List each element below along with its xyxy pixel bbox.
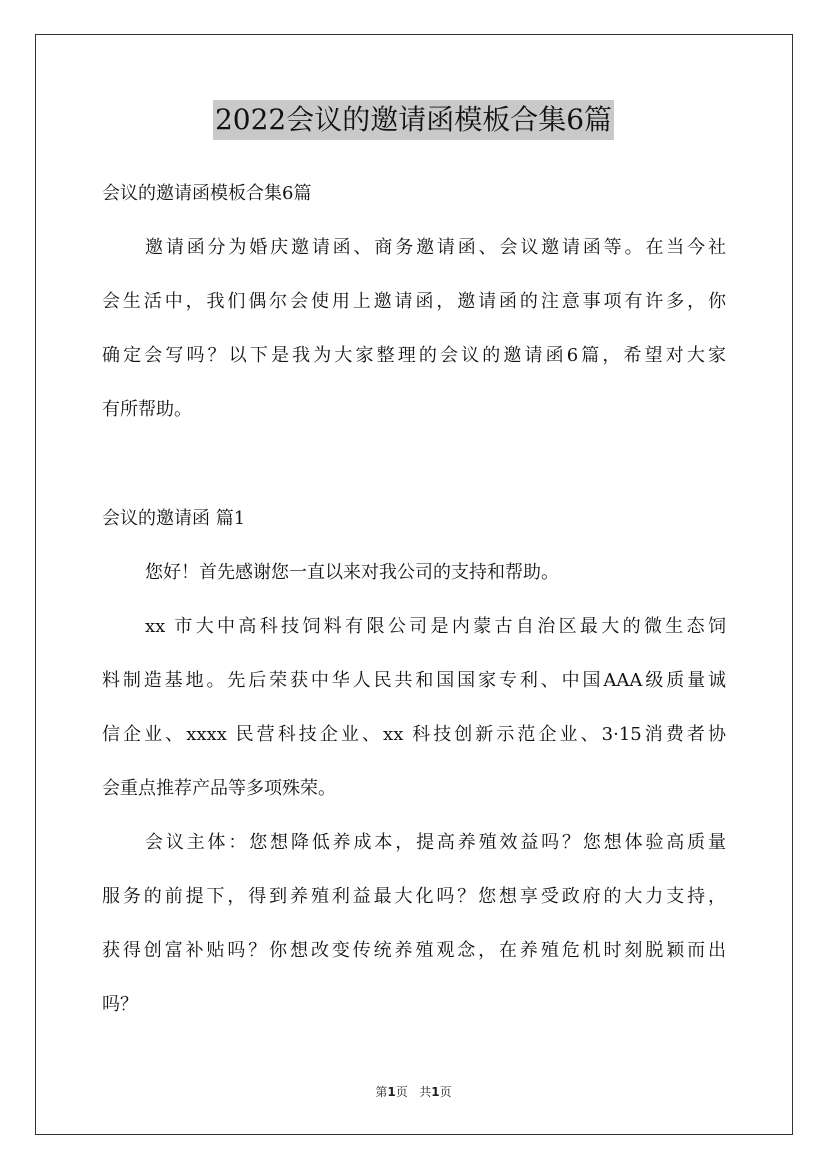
page-footer — [0, 1083, 827, 1100]
theme-line-1: 会议主体：您想降低养成本，提高养殖效益吗？您想体验高质量 — [145, 832, 726, 853]
total-prefix: 共 — [419, 1085, 432, 1099]
intro-line-4: 有所帮助。 — [102, 399, 192, 420]
document-title-wrap — [0, 100, 827, 140]
intro-line-1: 邀请函分为婚庆邀请函、商务邀请函、会议邀请函等。在当今社 — [145, 237, 726, 258]
theme-line-3: 获得创富补贴吗？你想改变传统养殖观念，在养殖危机时刻脱颖而出 — [102, 940, 726, 961]
company-line-4: 会重点推荐产品等多项殊荣。 — [102, 778, 336, 799]
total-suffix: 页 — [439, 1085, 452, 1099]
theme-line-4: 吗？ — [102, 994, 138, 1015]
document-subtitle: 会议的邀请函模板合集6篇 — [102, 183, 312, 204]
company-line-2: 料制造基地。先后荣获中华人民共和国国家专利、中国AAA级质量诚 — [102, 670, 726, 691]
greeting-line: 您好！首先感谢您一直以来对我公司的支持和帮助。 — [145, 562, 559, 583]
section-heading: 会议的邀请函 篇1 — [102, 508, 246, 529]
intro-line-2: 会生活中，我们偶尔会使用上邀请函，邀请函的注意事项有许多，你 — [102, 291, 726, 312]
company-line-1: xx 市大中高科技饲料有限公司是内蒙古自治区最大的微生态饲 — [145, 616, 726, 637]
company-line-3: 信企业、xxxx 民营科技企业、xx 科技创新示范企业、3·15消费者协 — [102, 724, 726, 745]
theme-line-2: 服务的前提下，得到养殖利益最大化吗？您想享受政府的大力支持， — [102, 886, 726, 907]
page-prefix: 第 — [375, 1085, 388, 1099]
page-number: 1 — [387, 1085, 396, 1099]
intro-line-3: 确定会写吗？以下是我为大家整理的会议的邀请函6篇，希望对大家 — [102, 345, 726, 366]
page-suffix: 页 — [395, 1085, 408, 1099]
total-pages: 1 — [431, 1085, 440, 1099]
document-title: 2022会议的邀请函模板合集6篇 — [213, 100, 614, 140]
